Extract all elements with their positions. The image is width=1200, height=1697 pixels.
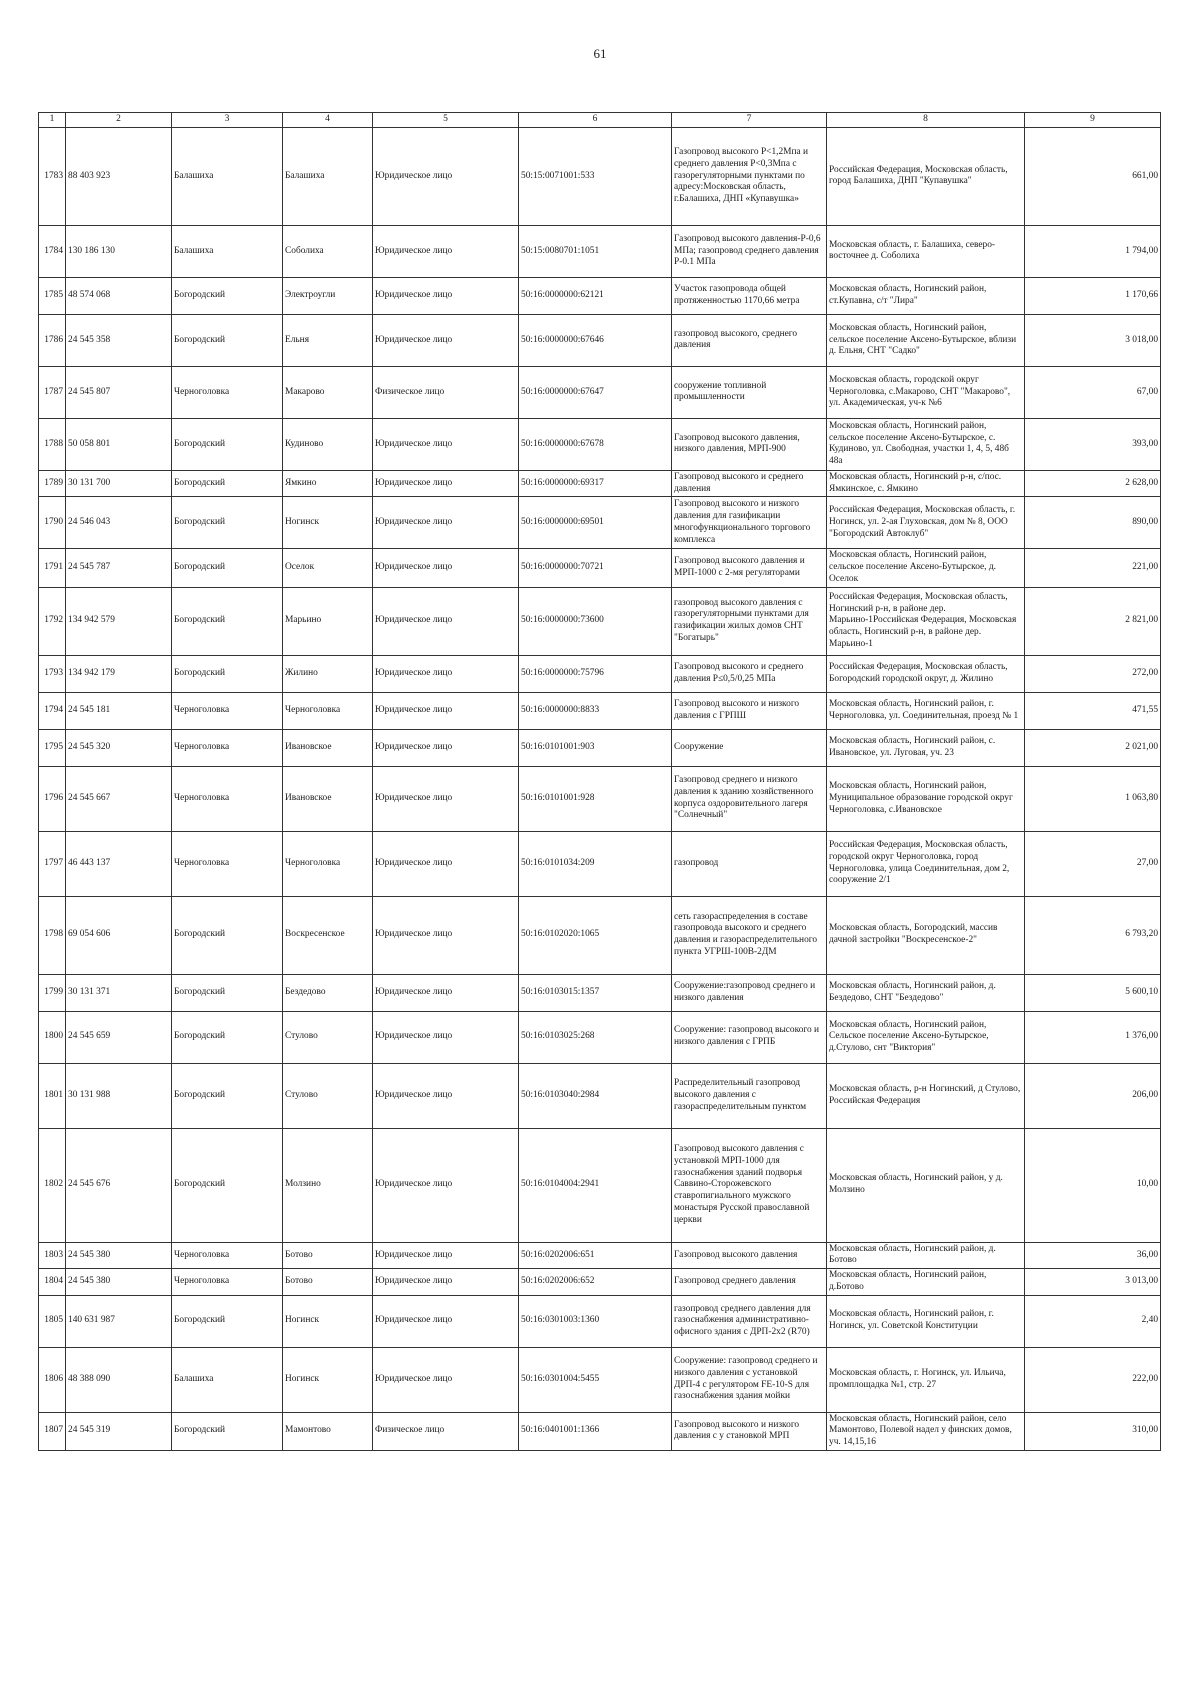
- owner-type: Юридическое лицо: [373, 1242, 519, 1269]
- table-body: [39, 127, 1161, 1450]
- owner-type: Юридическое лицо: [373, 692, 519, 729]
- district: Богородский: [172, 1295, 283, 1347]
- object-value: 6 793,20: [1025, 896, 1161, 974]
- cadastral-number: 50:16:0101001:903: [519, 729, 672, 766]
- district: Богородский: [172, 314, 283, 366]
- object-description: Газопровод высокого и среднего давления: [672, 470, 827, 497]
- table-row: [39, 655, 1161, 692]
- district: Черноголовка: [172, 1269, 283, 1296]
- object-address: Московская область, Ногинский район, д. Бездедово, СНТ "Бездедово": [827, 974, 1025, 1011]
- row-number: 1800: [39, 1011, 66, 1063]
- object-address: Российская Федерация, Московская область, городской округ Черноголовка, город Черноголовка, улица Соединительная, дом 2, сооружение 2/1: [827, 831, 1025, 896]
- object-address: Московская область, Ногинский район, д.Ботово: [827, 1269, 1025, 1296]
- owner-type: Юридическое лицо: [373, 974, 519, 1011]
- owner-type: Юридическое лицо: [373, 127, 519, 225]
- locality: Соболиха: [283, 225, 373, 277]
- table-row: [39, 418, 1161, 470]
- locality: Воскресенское: [283, 896, 373, 974]
- locality: Ивановское: [283, 729, 373, 766]
- object-address: Московская область, Ногинский район, сельское поселение Аксено-Бутырское, д. Оселок: [827, 549, 1025, 587]
- owner-type: Юридическое лицо: [373, 766, 519, 831]
- table-row: [39, 766, 1161, 831]
- object-value: 1 794,00: [1025, 225, 1161, 277]
- cadastral-number: 50:16:0101034:209: [519, 831, 672, 896]
- object-value: 1 376,00: [1025, 1011, 1161, 1063]
- row-number: 1791: [39, 549, 66, 587]
- locality: Ямкино: [283, 470, 373, 497]
- row-number: 1805: [39, 1295, 66, 1347]
- object-address: Московская область, городской округ Черноголовка, с.Макарово, СНТ "Макарово", ул. Академическая, уч-к №6: [827, 366, 1025, 418]
- owner-type: Физическое лицо: [373, 1412, 519, 1450]
- column-header: 9: [1025, 113, 1161, 128]
- page-number: 61: [593, 46, 607, 61]
- table-row: [39, 1347, 1161, 1412]
- owner-type: Юридическое лицо: [373, 1295, 519, 1347]
- row-number: 1798: [39, 896, 66, 974]
- locality: Ногинск: [283, 1295, 373, 1347]
- row-number: 1783: [39, 127, 66, 225]
- column-header: 6: [519, 113, 672, 128]
- object-value: 36,00: [1025, 1242, 1161, 1269]
- cadastral-number: 50:16:0301004:5455: [519, 1347, 672, 1412]
- cadastral-number: 50:16:0000000:62121: [519, 277, 672, 314]
- object-description: Газопровод высокого давления-Р-0,6 МПа; газопровод среднего давления Р-0.1 МПа: [672, 225, 827, 277]
- object-description: Газопровод среднего давления: [672, 1269, 827, 1296]
- locality: Электроугли: [283, 277, 373, 314]
- cadastral-number: 50:16:0103015:1357: [519, 974, 672, 1011]
- object-value: 2 628,00: [1025, 470, 1161, 497]
- locality: Балашиха: [283, 127, 373, 225]
- owner-type: Юридическое лицо: [373, 1269, 519, 1296]
- object-address: Российская Федерация, Московская область, г. Ногинск, ул. 2-ая Глуховская, дом № 8, ООО "Богородский Автоклуб": [827, 497, 1025, 549]
- table-row: [39, 314, 1161, 366]
- object-description: Газопровод среднего и низкого давления к зданию хозяйственного корпуса оздоровительного лагеря "Солнечный": [672, 766, 827, 831]
- object-address: Московская область, Ногинский район, Муниципальное образование городской округ Черноголовка, с.Ивановское: [827, 766, 1025, 831]
- object-id: 134 942 179: [66, 655, 172, 692]
- locality: Ногинск: [283, 1347, 373, 1412]
- cadastral-number: 50:16:0000000:73600: [519, 587, 672, 655]
- locality: Стулово: [283, 1011, 373, 1063]
- row-number: 1799: [39, 974, 66, 1011]
- row-number: 1806: [39, 1347, 66, 1412]
- district: Черноголовка: [172, 366, 283, 418]
- column-header: 5: [373, 113, 519, 128]
- table-row: [39, 1128, 1161, 1242]
- object-description: Газопровод высокого давления и МРП-1000 с 2-мя регуляторами: [672, 549, 827, 587]
- district: Богородский: [172, 497, 283, 549]
- object-id: 24 545 676: [66, 1128, 172, 1242]
- object-value: 272,00: [1025, 655, 1161, 692]
- table-row: [39, 1269, 1161, 1296]
- row-number: 1804: [39, 1269, 66, 1296]
- object-description: Сооружение: газопровод среднего и низкого давления с установкой ДРП-4 с регулятором FE-10-S для газоснабжения здания мойки: [672, 1347, 827, 1412]
- object-value: 222,00: [1025, 1347, 1161, 1412]
- table-row: [39, 277, 1161, 314]
- object-value: 2 821,00: [1025, 587, 1161, 655]
- locality: Ивановское: [283, 766, 373, 831]
- locality: Черноголовка: [283, 831, 373, 896]
- object-id: 24 545 181: [66, 692, 172, 729]
- object-address: Российская Федерация, Московская область, город Балашиха, ДНП "Купавушка": [827, 127, 1025, 225]
- registry-table: [38, 112, 1161, 1451]
- object-value: 5 600,10: [1025, 974, 1161, 1011]
- district: Богородский: [172, 549, 283, 587]
- object-id: 30 131 700: [66, 470, 172, 497]
- row-number: 1803: [39, 1242, 66, 1269]
- locality: Макарово: [283, 366, 373, 418]
- object-description: Распределительный газопровод высокого давления с газораспределительным пунктом: [672, 1063, 827, 1128]
- locality: Бездедово: [283, 974, 373, 1011]
- locality: Черноголовка: [283, 692, 373, 729]
- locality: Молзино: [283, 1128, 373, 1242]
- object-id: 24 545 320: [66, 729, 172, 766]
- cadastral-number: 50:16:0000000:8833: [519, 692, 672, 729]
- object-id: 88 403 923: [66, 127, 172, 225]
- locality: Ельня: [283, 314, 373, 366]
- owner-type: Юридическое лицо: [373, 1128, 519, 1242]
- district: Богородский: [172, 277, 283, 314]
- table-row: [39, 692, 1161, 729]
- table-row: [39, 470, 1161, 497]
- object-value: 27,00: [1025, 831, 1161, 896]
- owner-type: Физическое лицо: [373, 366, 519, 418]
- district: Богородский: [172, 1063, 283, 1128]
- object-description: газопровод высокого давления с газорегуляторными пунктами для газификации жилых домов СНТ "Богатырь": [672, 587, 827, 655]
- table-row: [39, 225, 1161, 277]
- table-row: [39, 587, 1161, 655]
- table-row: [39, 831, 1161, 896]
- row-number: 1789: [39, 470, 66, 497]
- object-value: 2,40: [1025, 1295, 1161, 1347]
- row-number: 1802: [39, 1128, 66, 1242]
- object-description: сеть газораспределения в составе газопровода высокого и среднего давления и газораспределительного пункта УГРШ-100В-2ДМ: [672, 896, 827, 974]
- locality: Марьино: [283, 587, 373, 655]
- object-address: Московская область, Ногинский район, сельское поселение Аксено-Бутырское, вблизи д. Ельня, СНТ "Садко": [827, 314, 1025, 366]
- table-row: [39, 1295, 1161, 1347]
- owner-type: Юридическое лицо: [373, 655, 519, 692]
- row-number: 1807: [39, 1412, 66, 1450]
- object-id: 24 545 807: [66, 366, 172, 418]
- owner-type: Юридическое лицо: [373, 497, 519, 549]
- district: Богородский: [172, 974, 283, 1011]
- cadastral-number: 50:16:0103040:2984: [519, 1063, 672, 1128]
- locality: Ботово: [283, 1242, 373, 1269]
- district: Богородский: [172, 1412, 283, 1450]
- object-address: Московская область, Ногинский район, Сельское поселение Аксено-Бутырское, д.Стулово, снт "Виктория": [827, 1011, 1025, 1063]
- object-id: 140 631 987: [66, 1295, 172, 1347]
- object-id: 24 545 319: [66, 1412, 172, 1450]
- cadastral-number: 50:16:0000000:69501: [519, 497, 672, 549]
- district: Богородский: [172, 587, 283, 655]
- table-row: [39, 127, 1161, 225]
- cadastral-number: 50:16:0000000:69317: [519, 470, 672, 497]
- district: Черноголовка: [172, 766, 283, 831]
- object-id: 24 545 667: [66, 766, 172, 831]
- owner-type: Юридическое лицо: [373, 1011, 519, 1063]
- object-address: Московская область, Ногинский район, д. Ботово: [827, 1242, 1025, 1269]
- cadastral-number: 50:16:0401001:1366: [519, 1412, 672, 1450]
- district: Богородский: [172, 655, 283, 692]
- locality: Ботово: [283, 1269, 373, 1296]
- row-number: 1790: [39, 497, 66, 549]
- owner-type: Юридическое лицо: [373, 1063, 519, 1128]
- row-number: 1797: [39, 831, 66, 896]
- object-description: Газопровод высокого давления с установкой МРП-1000 для газоснабжения зданий подворья Саввино-Сторожевского ставропигиального мужского монастыря Русской православной церкви: [672, 1128, 827, 1242]
- object-description: Газопровод высокого и среднего давления Р≤0,5/0,25 МПа: [672, 655, 827, 692]
- owner-type: Юридическое лицо: [373, 549, 519, 587]
- cadastral-number: 50:16:0102020:1065: [519, 896, 672, 974]
- object-value: 67,00: [1025, 366, 1161, 418]
- table-row: [39, 1063, 1161, 1128]
- cadastral-number: 50:16:0000000:75796: [519, 655, 672, 692]
- row-number: 1784: [39, 225, 66, 277]
- object-description: Сооружение: [672, 729, 827, 766]
- table-row: [39, 497, 1161, 549]
- cadastral-number: 50:16:0202006:652: [519, 1269, 672, 1296]
- owner-type: Юридическое лицо: [373, 225, 519, 277]
- object-address: Московская область, Ногинский район, г. Черноголовка, ул. Соединительная, проезд № 1: [827, 692, 1025, 729]
- object-address: Московская область, Ногинский район, у д. Молзино: [827, 1128, 1025, 1242]
- object-id: 24 545 380: [66, 1242, 172, 1269]
- row-number: 1785: [39, 277, 66, 314]
- object-value: 206,00: [1025, 1063, 1161, 1128]
- owner-type: Юридическое лицо: [373, 277, 519, 314]
- row-number: 1795: [39, 729, 66, 766]
- owner-type: Юридическое лицо: [373, 896, 519, 974]
- table-row: [39, 549, 1161, 587]
- object-description: Газопровод высокого и низкого давления с у становкой МРП: [672, 1412, 827, 1450]
- object-address: Российская Федерация, Московская область, Богородский городской округ, д. Жилино: [827, 655, 1025, 692]
- object-description: Газопровод высокого и низкого давления для газификации многофункционального торгового комплекса: [672, 497, 827, 549]
- owner-type: Юридическое лицо: [373, 831, 519, 896]
- object-value: 393,00: [1025, 418, 1161, 470]
- row-number: 1801: [39, 1063, 66, 1128]
- row-number: 1788: [39, 418, 66, 470]
- column-header: 2: [66, 113, 172, 128]
- object-description: газопровод среднего давления для газоснабжения административно-офисного здания с ДРП-2х2 (R70): [672, 1295, 827, 1347]
- table-row: [39, 896, 1161, 974]
- locality: Ногинск: [283, 497, 373, 549]
- cadastral-number: 50:16:0301003:1360: [519, 1295, 672, 1347]
- table-row: [39, 1242, 1161, 1269]
- cadastral-number: 50:16:0000000:67647: [519, 366, 672, 418]
- row-number: 1793: [39, 655, 66, 692]
- object-value: 1 170,66: [1025, 277, 1161, 314]
- object-address: Московская область, р-н Ногинский, д Стулово, Российская Федерация: [827, 1063, 1025, 1128]
- object-id: 130 186 130: [66, 225, 172, 277]
- row-number: 1796: [39, 766, 66, 831]
- object-id: 30 131 371: [66, 974, 172, 1011]
- object-value: 3 018,00: [1025, 314, 1161, 366]
- object-id: 24 545 659: [66, 1011, 172, 1063]
- district: Черноголовка: [172, 1242, 283, 1269]
- object-address: Московская область, Богородский, массив дачной застройки "Воскресенское-2": [827, 896, 1025, 974]
- object-value: 2 021,00: [1025, 729, 1161, 766]
- cadastral-number: 50:16:0000000:70721: [519, 549, 672, 587]
- locality: Жилино: [283, 655, 373, 692]
- column-header: 8: [827, 113, 1025, 128]
- cadastral-number: 50:16:0101001:928: [519, 766, 672, 831]
- table-row: [39, 729, 1161, 766]
- object-description: Газопровод высокого давления, низкого давления, МРП-900: [672, 418, 827, 470]
- district: Богородский: [172, 1128, 283, 1242]
- district: Балашиха: [172, 127, 283, 225]
- object-address: Московская область, Ногинский район, с. Ивановское, ул. Луговая, уч. 23: [827, 729, 1025, 766]
- object-id: 48 574 068: [66, 277, 172, 314]
- column-header: 1: [39, 113, 66, 128]
- cadastral-number: 50:16:0000000:67678: [519, 418, 672, 470]
- object-description: газопровод высокого, среднего давления: [672, 314, 827, 366]
- district: Балашиха: [172, 1347, 283, 1412]
- object-description: сооружение топливной промышленности: [672, 366, 827, 418]
- object-value: 1 063,80: [1025, 766, 1161, 831]
- row-number: 1787: [39, 366, 66, 418]
- object-description: Сооружение: газопровод высокого и низкого давления с ГРПБ: [672, 1011, 827, 1063]
- object-id: 69 054 606: [66, 896, 172, 974]
- district: Черноголовка: [172, 692, 283, 729]
- object-value: 221,00: [1025, 549, 1161, 587]
- object-description: Газопровод высокого Р<1,2Мпа и среднего давления Р<0,3Мпа с газорегуляторными пунктами по адресу:Московская область, г.Балашиха, ДНП «Купавушка»: [672, 127, 827, 225]
- object-address: Московская область, г. Ногинск, ул. Ильича, промплощадка №1, стр. 27: [827, 1347, 1025, 1412]
- district: Богородский: [172, 1011, 283, 1063]
- district: Богородский: [172, 418, 283, 470]
- object-description: Газопровод высокого и низкого давления с ГРПШ: [672, 692, 827, 729]
- object-address: Московская область, г. Балашиха, северо-восточнее д. Соболиха: [827, 225, 1025, 277]
- object-id: 50 058 801: [66, 418, 172, 470]
- object-description: газопровод: [672, 831, 827, 896]
- cadastral-number: 50:15:0080701:1051: [519, 225, 672, 277]
- cadastral-number: 50:15:0071001:533: [519, 127, 672, 225]
- column-header: 4: [283, 113, 373, 128]
- object-description: Участок газопровода общей протяженностью 1170,66 метра: [672, 277, 827, 314]
- table-row: [39, 366, 1161, 418]
- object-id: 134 942 579: [66, 587, 172, 655]
- object-description: Газопровод высокого давления: [672, 1242, 827, 1269]
- object-value: 310,00: [1025, 1412, 1161, 1450]
- row-number: 1794: [39, 692, 66, 729]
- district: Балашиха: [172, 225, 283, 277]
- column-header: 3: [172, 113, 283, 128]
- column-header: 7: [672, 113, 827, 128]
- owner-type: Юридическое лицо: [373, 587, 519, 655]
- locality: Кудиново: [283, 418, 373, 470]
- district: Богородский: [172, 470, 283, 497]
- object-address: Московская область, Ногинский район, село Мамонтово, Полевой надел у финских домов, уч. 14,15,16: [827, 1412, 1025, 1450]
- object-value: 471,55: [1025, 692, 1161, 729]
- cadastral-number: 50:16:0202006:651: [519, 1242, 672, 1269]
- row-number: 1792: [39, 587, 66, 655]
- locality: Мамонтово: [283, 1412, 373, 1450]
- table-row: [39, 1011, 1161, 1063]
- object-address: Московская область, Ногинский район, г. Ногинск, ул. Советской Конституции: [827, 1295, 1025, 1347]
- owner-type: Юридическое лицо: [373, 729, 519, 766]
- owner-type: Юридическое лицо: [373, 314, 519, 366]
- object-description: Сооружение:газопровод среднего и низкого давления: [672, 974, 827, 1011]
- owner-type: Юридическое лицо: [373, 470, 519, 497]
- row-number: 1786: [39, 314, 66, 366]
- object-id: 48 388 090: [66, 1347, 172, 1412]
- column-number-row: [39, 113, 1161, 128]
- object-value: 661,00: [1025, 127, 1161, 225]
- cadastral-number: 50:16:0104004:2941: [519, 1128, 672, 1242]
- object-id: 24 546 043: [66, 497, 172, 549]
- owner-type: Юридическое лицо: [373, 418, 519, 470]
- object-id: 24 545 380: [66, 1269, 172, 1296]
- object-value: 3 013,00: [1025, 1269, 1161, 1296]
- table-row: [39, 1412, 1161, 1450]
- object-id: 46 443 137: [66, 831, 172, 896]
- object-value: 890,00: [1025, 497, 1161, 549]
- cadastral-number: 50:16:0000000:67646: [519, 314, 672, 366]
- locality: Стулово: [283, 1063, 373, 1128]
- district: Черноголовка: [172, 831, 283, 896]
- object-id: 24 545 358: [66, 314, 172, 366]
- object-id: 30 131 988: [66, 1063, 172, 1128]
- object-value: 10,00: [1025, 1128, 1161, 1242]
- district: Богородский: [172, 896, 283, 974]
- object-address: Московская область, Ногинский район, сельское поселение Аксено-Бутырское, с. Кудиново, ул. Свободная, участки 1, 4, 5, 48б 48а: [827, 418, 1025, 470]
- object-address: Российская Федерация, Московская область, Ногинский р-н, в районе дер. Марьино-1Российская Федерация, Московская область, Ногинский р-н, в районе дер. Марьино-1: [827, 587, 1025, 655]
- object-address: Московская область, Ногинский район, ст.Купавна, с/т "Лира": [827, 277, 1025, 314]
- locality: Оселок: [283, 549, 373, 587]
- owner-type: Юридическое лицо: [373, 1347, 519, 1412]
- object-address: Московская область, Ногинский р-н, с/пос. Ямкинское, с. Ямкино: [827, 470, 1025, 497]
- table-row: [39, 974, 1161, 1011]
- cadastral-number: 50:16:0103025:268: [519, 1011, 672, 1063]
- district: Черноголовка: [172, 729, 283, 766]
- object-id: 24 545 787: [66, 549, 172, 587]
